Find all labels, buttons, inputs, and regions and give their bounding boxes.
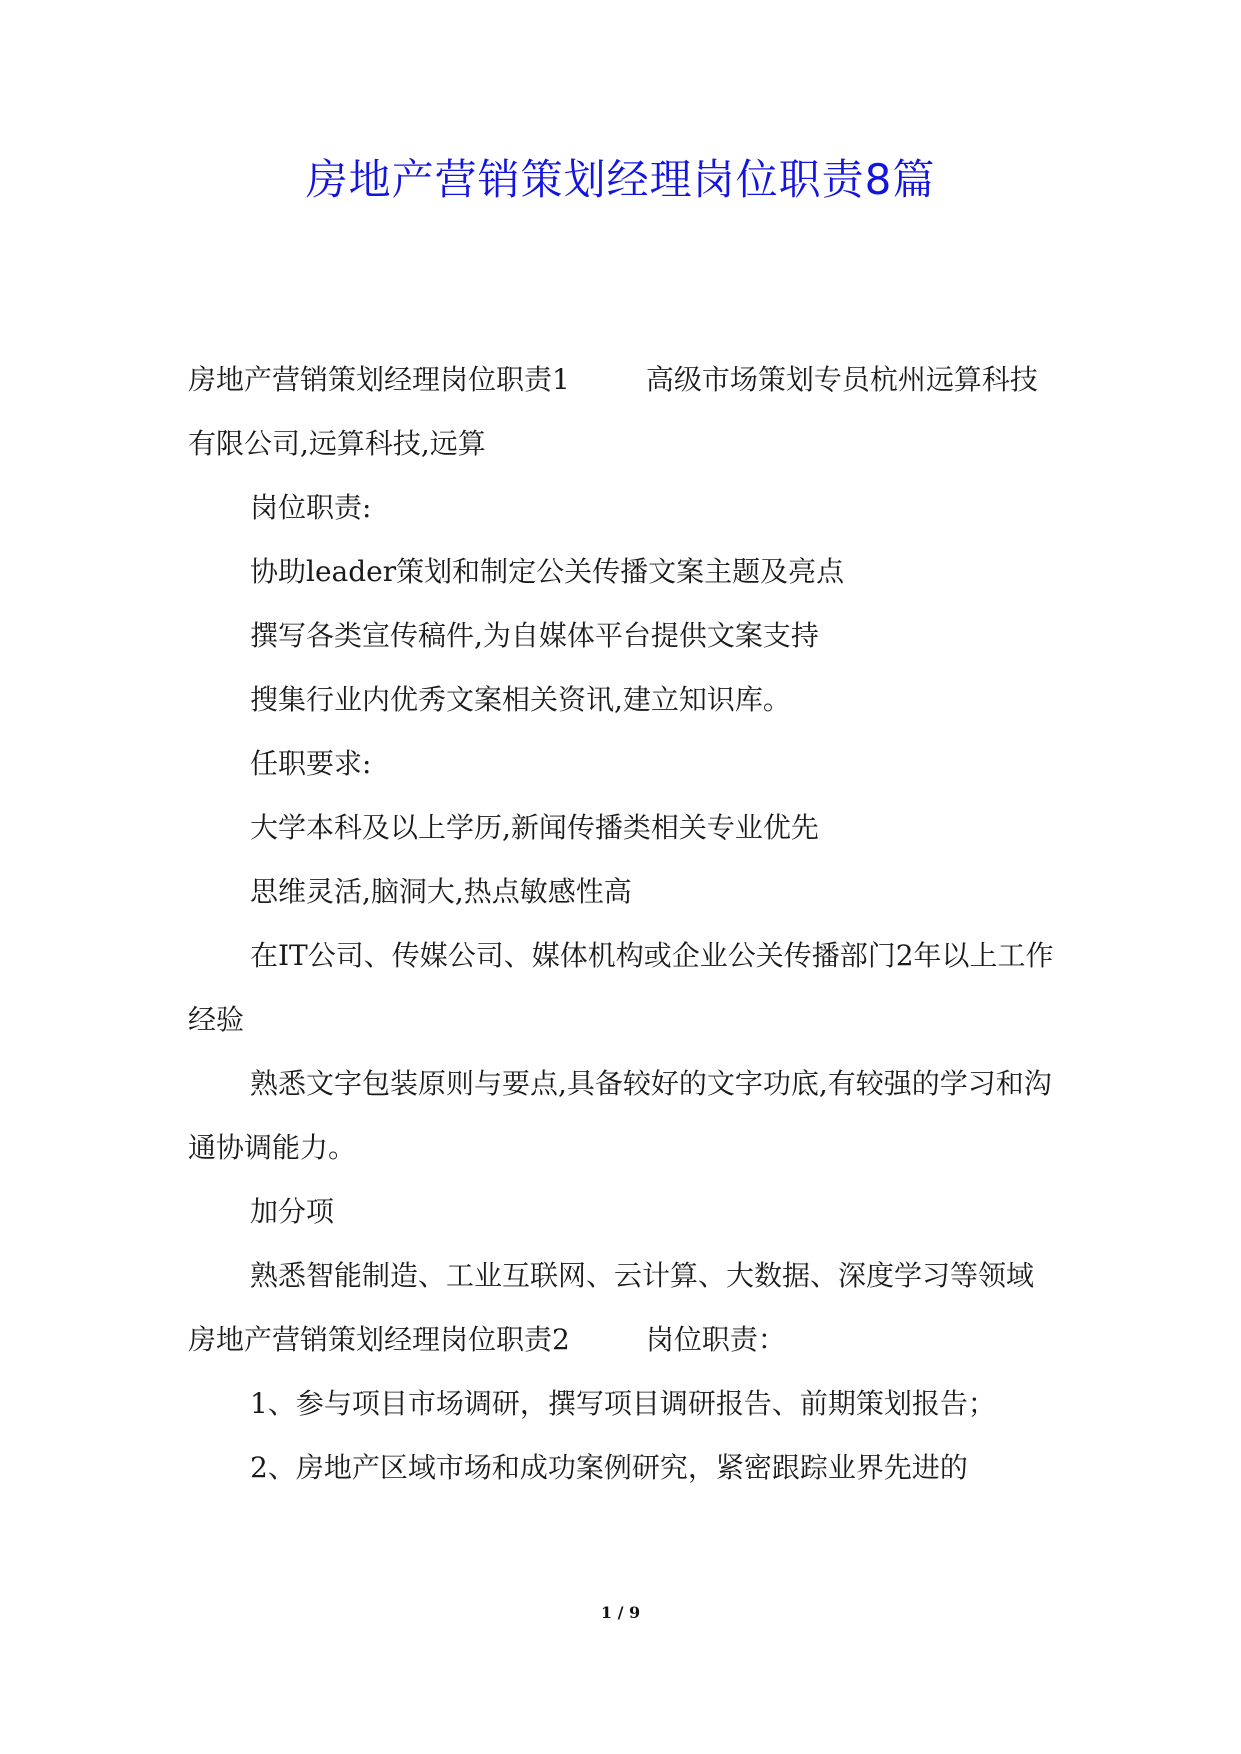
section-1-heading [188,348,1058,476]
paragraph: 熟悉智能制造、工业互联网、云计算、大数据、深度学习等领域 [250,1259,1035,1292]
paragraph: 协助leader策划和制定公关传播文案主题及亮点 [250,555,845,588]
section-heading-text: 房地产营销策划经理岗位职责2 [188,1323,570,1356]
paragraph: 岗位职责: [250,491,372,524]
page-title: 房地产营销策划经理岗位职责8篇 [305,155,936,204]
paragraph: 撰写各类宣传稿件,为自媒体平台提供文案支持 [250,619,819,652]
section-heading-text: 房地产营销策划经理岗位职责1 [188,363,570,396]
section-heading-tail: 高级市场策划专员杭州远算科技有限公司,远算科技,远算 [188,363,1038,460]
paragraph: 熟悉文字包装原则与要点,具备较好的文字功底,有较强的学习和沟通协调能力。 [188,1067,1052,1164]
paragraph: 2、房地产区域市场和成功案例研究，紧密跟踪业界先进的 [250,1451,968,1484]
paragraph: 在IT公司、传媒公司、媒体机构或企业公关传播部门2年以上工作经验 [188,939,1054,1036]
section-2-heading [188,1308,1058,1372]
paragraph: 1、参与项目市场调研，撰写项目调研报告、前期策划报告； [250,1387,996,1420]
document-body [188,348,1058,1500]
paragraph: 任职要求: [250,747,372,780]
paragraph: 大学本科及以上学历,新闻传播类相关专业优先 [250,811,819,844]
paragraph: 思维灵活,脑洞大,热点敏感性高 [250,875,632,908]
paragraph: 搜集行业内优秀文案相关资讯,建立知识库。 [250,683,791,716]
section-heading-tail: 岗位职责： [645,1323,786,1356]
paragraph: 加分项 [250,1195,335,1228]
page-number: 1 / 9 [600,1603,641,1622]
